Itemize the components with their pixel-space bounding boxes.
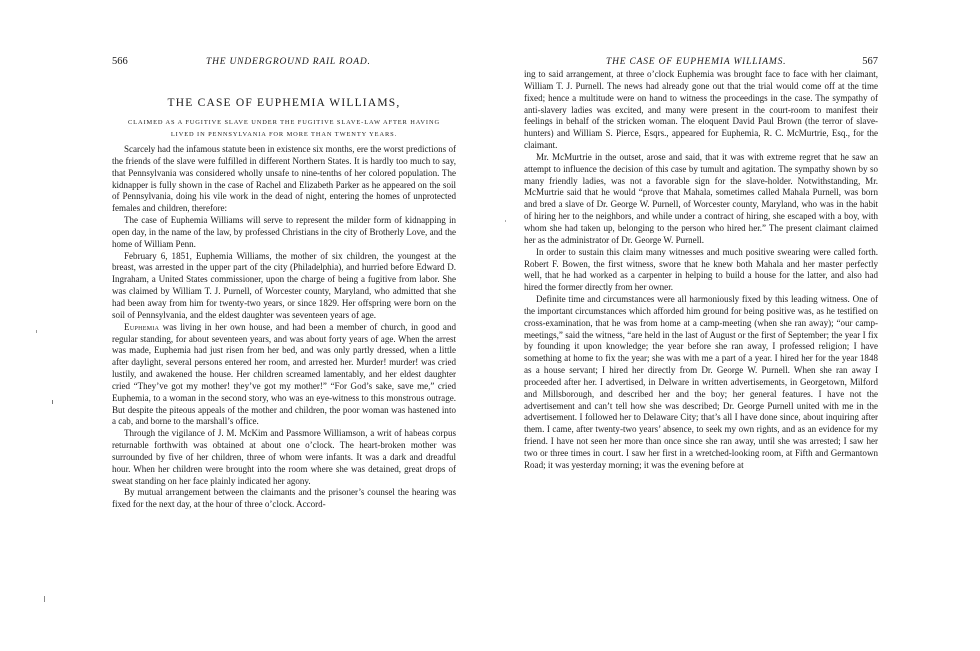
page-number: 567 [862,56,878,67]
chapter-title: THE CASE OF EUPHEMIA WILLIAMS, [167,97,401,109]
paragraph: Mr. McMurtrie in the outset, arose and said, that it was with extreme regret that he saw an attempt to influence the decision of this case by tumult and agitation. The sympathy shown by so many friendly ladies, was not a favorable sign for the slave-holder. Notwithstanding, Mr. McMurtrie said that he would “prove that Mahala, sometimes called Mahala Purnell, was born and bred a slave of Dr. George W. Purnell, of Worcester county, Maryland, who was in the habit of hiring her to the neighbors, and while under a contract of hiring, she escaped with a boy, with whom she had taken up, belonging to the person who hired her.” The present claimant claimed her as the administrator of Dr. George W. Purnell. [524,151,878,245]
scan-speck [505,220,506,222]
paragraph: Through the vigilance of J. M. McKim and Passmore Williamson, a writ of habeas corpus returnable forthwith was obtained at about one o’clock. The heart-broken mother was surrounded by five of her children, three of whom were infants. It was a dark and dreadful hour. When her children were brought into the room where she was detained, great drops of sweat standing on her face plainly indicated her agony. [112,428,456,486]
running-head-title: THE UNDERGROUND RAIL ROAD. [206,57,371,67]
paragraph: February 6, 1851, Euphemia Williams, the mother of six children, the youngest at the breast, was arrested in the upper part of the city (Philadelphia), and hurried before Edward D. Ingraham, a United States commissioner, upon the charge of being a fugitive from labor. She was claimed by William T. J. Purnell, of Worcester county, Maryland, who admitted that she had been away from him for twenty-two years, or since 1829. Her offspring were born on the soil of Pennsylvania, and the eldest daughter was seventeen years of age. [112,250,456,320]
running-head [112,56,456,70]
paragraph: Definite time and circumstances were all harmoniously fixed by this leading witness. One of the important circumstances which afforded him ground for being positive was, as he testified on cross-examination, that he was from home at a camp-meeting (when she ran away); “our camp-meetings,” said the witness, “are held in the last of August or the first of September; the year I fix by founding it upon knowledge; the year before she ran away, I professed religion; I have something at home to fix the year; she was with me a part of a year. I hired her for the year 1848 as a house servant; I hired her directly from Dr. George W. Purnell. When she ran away I proceeded after her. I advertised, in Delware in written advertisements, in Georgetown, Milford and Millsborough, and described her and the boy; her general features. I have not the advertisement and can’t tell how she was described; Dr. George Purnell united with me in the advertisement. I followed her to Delaware City; that’s all I have done since, about inquiring after them. I came, after twenty-two years’ absence, to seek my own rights, and as an evidence for my friend. I have not seen her more than once since she ran away, until she was arrested; I saw her two or three times in court. I saw her first in a wretched-looking room, at Fifth and Germantown Road; it was yesterday morning; it was the evening before at [524,294,878,470]
left-page [112,0,456,651]
chapter-subtitle: CLAIMED AS A FUGITIVE SLAVE UNDER THE FUGITIVE SLAVE-LAW AFTER HAVING LIVED IN PENNSYLVANIA FOR MORE THAN TWENTY YEARS. [127,119,440,138]
page-number: 566 [112,56,128,67]
paragraph: The case of Euphemia Williams will serve to represent the milder form of kidnapping in open day, in the name of the law, by professed Christians in the city of Brotherly Love, and the home of William Penn. [112,215,456,249]
right-page [524,0,878,651]
body-text [524,69,878,472]
paragraph-text: was living in her own house, and had been a member of church, in good and regular standing, for about seventeen years, and was about forty years of age. When the arrest was made, Euphemia had just risen from her bed, and was only partly dressed, when a little after daylight, several persons entered her room, and arrested her. Murder! murder! was cried lustily, and awakened the house. Her children screamed lamentably, and her eldest daughter cried “They’ve got my mother! they’ve got my mother!” “For God’s sake, save me,” cried Euphemia, to a woman in the second story, who was an eye-witness to this monstrous outrage. But despite the piteous appeals of the mother and children, the poor woman was hastened into a cab, and borne to the marshall’s office. [112,321,456,427]
running-head [524,56,878,70]
small-caps-name: Euphemia [124,321,160,332]
running-head-title: THE CASE OF EUPHEMIA WILLIAMS. [606,57,787,67]
body-text [112,144,456,511]
paragraph: ing to said arrangement, at three o’clock Euphemia was brought face to face with her claimant, William T. J. Purnell. The news had already gone out that the trial would come off at the time fixed; hence a multitude were on hand to witness the proceedings in the case. The sympathy of anti-slavery ladies was excited, and many were present in the court-room to manifest their feelings in behalf of the stricken woman. The eloquent David Paul Brown (the terror of slave-hunters) and William S. Pierce, Esqrs., appeared for Euphemia, R. C. McMurtrie, Esq., for the claimant. [524,69,878,151]
scan-speck [52,400,53,404]
paragraph: In order to sustain this claim many witnesses and much positive swearing were called forth. Robert F. Bowen, the first witness, swore that he knew both Mahala and her master perfectly well, that he had worked as a carpenter in helping to build a house for the latter, and also had hired the former directly from her owner. [524,246,878,293]
paragraph: By mutual arrangement between the claimants and the prisoner’s counsel the hearing was fixed for the next day, at the hour of three o’clock. Accord- [112,487,456,510]
paragraph [112,322,456,429]
paragraph: Scarcely had the infamous statute been in existence six months, ere the worst predictions of the friends of the slave were fulfilled in different Northern States. It is hardly too much to say, that Pennsylvania was considered wholly unsafe to nine-tenths of her colored population. The kidnapper is fully shown in the case of Rachel and Elizabeth Parker as he appeared on the soil of Pennsylvania, doing his vile work in the dead of night, entering the homes of unprotected females and children, therefore: [112,144,456,214]
scan-speck [44,596,45,602]
scan-speck [36,330,37,333]
